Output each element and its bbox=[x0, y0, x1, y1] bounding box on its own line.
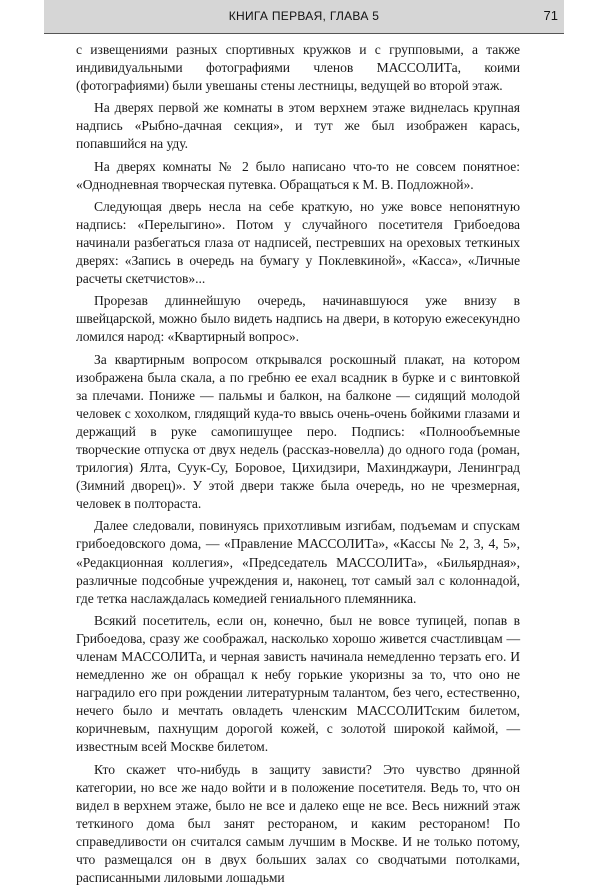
paragraph-3: На дверях комнаты № 2 было написано что-то не совсем понятное: «Однодневная творческая путевка. Обращаться к М. В. Подложной». bbox=[76, 158, 520, 192]
paragraph-2: На дверях первой же комнаты в этом верхнем этаже виднелась крупная надпись «Рыбно-дачная секция», и тут же был изображен карась, попавшийся на уду. bbox=[76, 100, 520, 152]
running-header bbox=[44, 0, 564, 34]
chapter-title: КНИГА ПЕРВАЯ, ГЛАВА 5 bbox=[228, 9, 380, 23]
paragraph-9: Кто скажет что-нибудь в защиту зависти? Это чувство дрянной категории, но все же надо войти и в положение посетителя. Ведь то, что он видел в верхнем этаже, было не все и далеко еще не все. Весь нижний этаж теткиного дома был занят рестораном, и каким рестораном! По справедливости он считался самым лучшим в Москве. И не только потому, что размещался он в двух больших залах со сводчатыми потолками, расписанными лиловыми лошадьми bbox=[76, 761, 520, 886]
body-text bbox=[76, 41, 520, 887]
paragraph-1: с извещениями разных спортивных кружков и с групповыми, а также индивидуальными фотографиями членов МАССОЛИТа, коими (фотографиями) были увешаны стены лестницы, ведущей во второй этаж. bbox=[76, 42, 520, 94]
paragraph-4: Следующая дверь несла на себе краткую, но уже вовсе непонятную надпись: «Перелыгино». Потом у случайного посетителя Грибоедова начинали разбегаться глаза от надписей, пестревших на ореховых теткиных дверях: «Запись в очередь на бумагу у Поклевкиной», «Касса», «Личные расчеты скетчистов»... bbox=[76, 198, 520, 287]
paragraph-5: Прорезав длиннейшую очередь, начинавшуюся уже внизу в швейцарской, можно было видеть надпись на двери, в которую ежесекундно ломился народ: «Квартирный вопрос». bbox=[76, 293, 520, 345]
paragraph-6: За квартирным вопросом открывался роскошный плакат, на котором изображена была скала, а по гребню ее ехал всадник в бурке и с винтовкой за плечами. Пониже — пальмы и балкон, на балконе — сидящий молодой человек с хохолком, глядящий куда-то ввысь очень-очень бойкими глазами и держащий в руке самопишущее перо. Подпись: «Полнообъемные творческие отпуска от двух недель (рассказ-новелла) до одного года (роман, трилогия) Ялта, Суук-Су, Боровое, Цихидзири, Махинджаури, Ленинград (Зимний дворец)». У этой двери также была очередь, но не чрезмерная, человек в полтораста. bbox=[76, 351, 520, 512]
page-number: 71 bbox=[543, 8, 558, 23]
paragraph-7: Далее следовали, повинуясь прихотливым изгибам, подъемам и спускам грибоедовского дома, — «Правление МАССОЛИТа», «Кассы № 2, 3, 4, 5», «Редакционная коллегия», «Председатель МАССОЛИТа», «Бильярдная», различные подсобные учреждения и, наконец, тот самый зал с колоннадой, где тетка наслаждалась комедией гениального племянника. bbox=[76, 518, 520, 606]
paragraph-8: Всякий посетитель, если он, конечно, был не вовсе тупицей, попав в Грибоедова, сразу же соображал, насколько хорошо живется счастливцам — членам МАССОЛИТа, и черная зависть начинала немедленно терзать его. И немедленно же он обращал к небу горькие укоризны за то, что оно не наградило его при рождении литературным талантом, без чего, естественно, нечего было и мечтать овладеть членским МАССОЛИТским билетом, коричневым, пахнущим дорогой кожей, с золотой широкой каймой, — известным всей Москве билетом. bbox=[76, 612, 520, 755]
